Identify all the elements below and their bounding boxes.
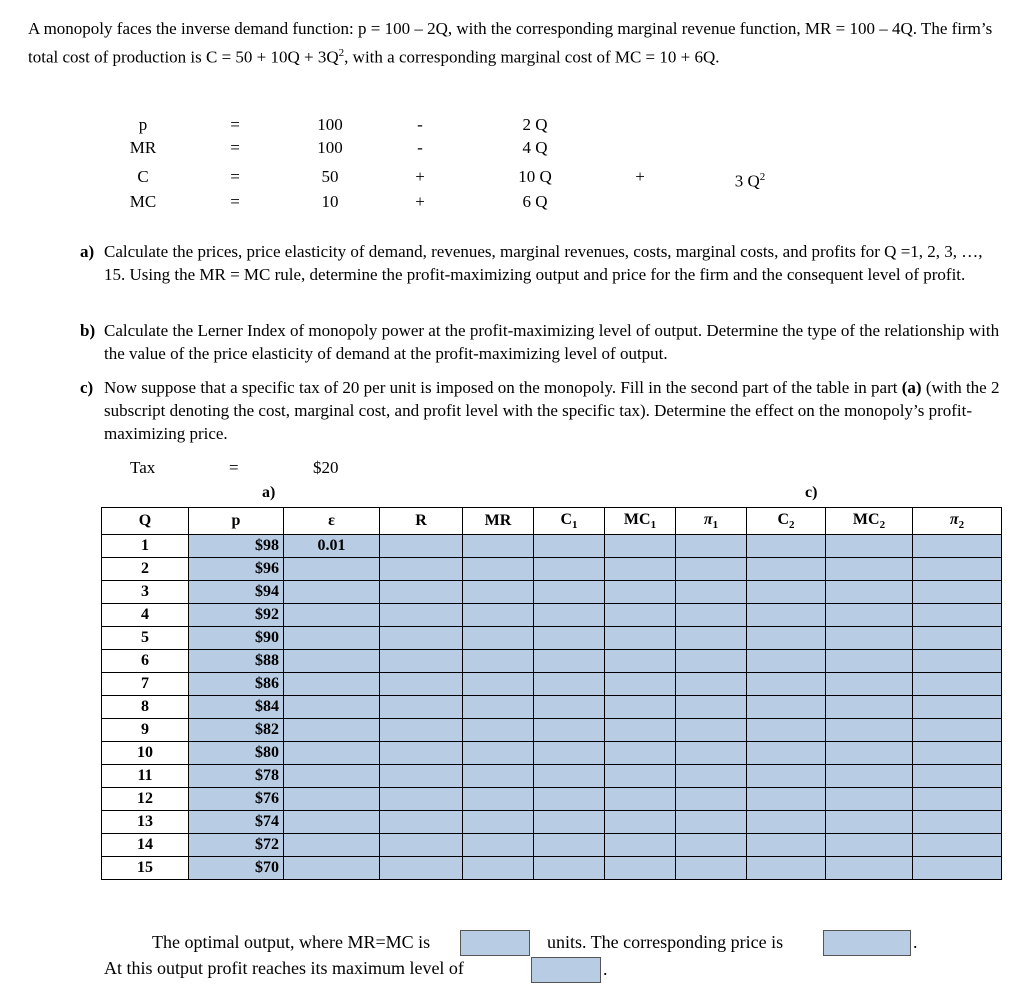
cell-elasticity[interactable] [284,719,380,742]
eq-const: 10 [321,192,339,211]
cell-revenue[interactable] [380,765,463,788]
cell-elasticity[interactable] [284,742,380,765]
max-profit-input[interactable] [531,957,601,983]
cell-q: 6 [102,650,189,673]
cell-c2[interactable] [747,558,826,581]
tax-eq: = [229,458,239,477]
tax-value: $20 [313,458,339,477]
cell-price: $82 [189,719,284,742]
cell-mc1[interactable] [605,650,676,673]
col-header-q: Q [102,508,189,535]
cell-mc1[interactable] [605,558,676,581]
part-a-text: Calculate the prices, price elasticity of demand, revenues, marginal revenues, costs, marginal costs, and profits for Q =1, 2, 3, …, 15. Using the MR = MC rule, determine the profit-maximizing output and price for the firm and the consequent level of profit. [104,242,983,284]
cell-mc2[interactable] [826,581,913,604]
cell-c2[interactable] [747,604,826,627]
cell-c2[interactable] [747,627,826,650]
cell-elasticity[interactable] [284,673,380,696]
cell-profit1[interactable] [676,742,747,765]
eq-lhs-mc: MC [129,192,157,211]
section-c-label: c) [805,484,818,501]
cell-mc2[interactable] [826,558,913,581]
cell-price: $70 [189,857,284,880]
cell-elasticity[interactable] [284,696,380,719]
cell-profit2[interactable] [913,742,1002,765]
cell-mc2[interactable] [826,788,913,811]
cell-q: 1 [102,535,189,558]
cell-profit1[interactable] [676,788,747,811]
cell-c2[interactable] [747,581,826,604]
cell-price: $96 [189,558,284,581]
cell-profit1[interactable] [676,719,747,742]
problem-statement [28,16,1003,70]
part-b-label: b) [80,321,96,340]
part-c-label: c) [80,378,94,397]
eq-term: 2 Q [522,115,548,134]
cell-q: 5 [102,627,189,650]
cell-mc1[interactable] [605,696,676,719]
eq-const: 100 [317,138,343,157]
table-row [102,788,1002,811]
cell-price: $72 [189,834,284,857]
table-row [102,834,1002,857]
cell-profit2[interactable] [913,627,1002,650]
cell-mc2[interactable] [826,742,913,765]
cell-elasticity[interactable] [284,857,380,880]
cell-profit1[interactable] [676,857,747,880]
cell-mr[interactable] [463,719,534,742]
cell-c1[interactable] [534,627,605,650]
cell-profit2[interactable] [913,581,1002,604]
cell-revenue[interactable] [380,604,463,627]
table-row [102,811,1002,834]
cell-c2[interactable] [747,673,826,696]
cell-mc1[interactable] [605,719,676,742]
cell-elasticity[interactable] [284,581,380,604]
cell-mc2[interactable] [826,857,913,880]
cell-q: 8 [102,696,189,719]
cell-profit2[interactable] [913,650,1002,673]
cell-mc1[interactable] [605,857,676,880]
cell-c1[interactable] [534,765,605,788]
col-header-c1: $C_1$ [534,508,605,535]
cell-elasticity[interactable] [284,788,380,811]
cell-mc1[interactable] [605,627,676,650]
section-a-label: a) [262,484,276,501]
cell-q: 12 [102,788,189,811]
table-row [102,581,1002,604]
cell-mr[interactable] [463,742,534,765]
cell-elasticity[interactable] [284,765,380,788]
col-header-c2: $C_2$ [747,508,826,535]
cell-mc1[interactable] [605,788,676,811]
cell-profit1[interactable] [676,650,747,673]
cell-elasticity[interactable] [284,558,380,581]
eq-term: 4 Q [522,138,548,157]
cell-c2[interactable] [747,535,826,558]
cell-c1[interactable] [534,673,605,696]
cell-revenue[interactable] [380,719,463,742]
cell-q: 4 [102,604,189,627]
cell-profit1[interactable] [676,765,747,788]
cell-c1[interactable] [534,650,605,673]
table-row [102,742,1002,765]
cell-profit1[interactable] [676,535,747,558]
cell-mr[interactable] [463,857,534,880]
monopoly-table [101,507,1002,880]
cell-revenue[interactable] [380,788,463,811]
eq-op: + [635,167,645,186]
cell-elasticity[interactable] [284,604,380,627]
part-c-text: Now suppose that a specific tax of 20 per unit is imposed on the monopoly. Fill in the second part of the table in part (a) (with the 2 subscript denoting the cost, marginal cost, and profit level with the specific tax). Determine the effect on the monopoly’s profit-maximizing price. [104,378,1000,443]
cell-q: 7 [102,673,189,696]
cell-mc2[interactable] [826,834,913,857]
cell-mr[interactable] [463,765,534,788]
table-row [102,719,1002,742]
eq-exponent: 2 [759,171,766,183]
cell-revenue[interactable] [380,742,463,765]
cell-mr[interactable] [463,834,534,857]
intro-text-1: A monopoly faces the inverse demand function: p = 100 – 2Q, with the corresponding marginal revenue function, MR = 100 – 4Q. The firm’s total cost of production is C = 50 + 10Q + 3Q [28,19,993,67]
cell-profit2[interactable] [913,604,1002,627]
part-b [80,319,1000,365]
cell-revenue[interactable] [380,834,463,857]
cell-c2[interactable] [747,765,826,788]
cell-elasticity[interactable] [284,811,380,834]
cell-revenue[interactable] [380,627,463,650]
cell-c1[interactable] [534,811,605,834]
footer-price-text: units. The corresponding price is [547,932,784,952]
cell-mr[interactable] [463,811,534,834]
cell-price: $94 [189,581,284,604]
cell-mc1[interactable] [605,834,676,857]
cell-profit1[interactable] [676,834,747,857]
cell-mr[interactable] [463,696,534,719]
optimal-price-input[interactable] [823,930,911,956]
cell-q: 11 [102,765,189,788]
cell-mc2[interactable] [826,719,913,742]
cell-mc1[interactable] [605,581,676,604]
cell-c2[interactable] [747,857,826,880]
cell-mc1[interactable] [605,535,676,558]
col-header-profit1: $\pi_1$ [676,508,747,535]
cell-price: $90 [189,627,284,650]
cell-c1[interactable] [534,742,605,765]
cell-revenue[interactable] [380,811,463,834]
cell-mr[interactable] [463,650,534,673]
cell-mr[interactable] [463,627,534,650]
cell-elasticity[interactable] [284,650,380,673]
cell-profit1[interactable] [676,581,747,604]
cell-q: 14 [102,834,189,857]
table-row [102,558,1002,581]
cell-elasticity[interactable] [284,627,380,650]
part-b-text: Calculate the Lerner Index of monopoly power at the profit-maximizing level of output. Determine the type of the relationship with the value of the price elasticity of demand at the profit-maximizing level of output. [104,321,1000,363]
eq-op: + [415,192,425,211]
cell-profit2[interactable] [913,788,1002,811]
cell-revenue[interactable] [380,650,463,673]
cell-profit2[interactable] [913,857,1002,880]
cell-revenue[interactable] [380,857,463,880]
cell-mc2[interactable] [826,765,913,788]
col-header-mc1: $MC_1$ [605,508,676,535]
cell-c1[interactable] [534,558,605,581]
col-header-mr: MR [463,508,534,535]
cell-c1[interactable] [534,604,605,627]
cell-mc1[interactable] [605,604,676,627]
col-header-elasticity: ε [284,508,380,535]
intro-text-2: , with a corresponding marginal cost of MC = 10 + 6Q. [344,47,720,67]
col-header-mc2: $MC_2$ [826,508,913,535]
table-row [102,627,1002,650]
footer-optimal-output-text: The optimal output, where MR=MC is [152,932,431,952]
col-header-revenue: R [380,508,463,535]
cell-mc2[interactable] [826,604,913,627]
cell-c1[interactable] [534,788,605,811]
cell-c2[interactable] [747,788,826,811]
cell-profit1[interactable] [676,811,747,834]
cell-mr[interactable] [463,535,534,558]
cell-revenue[interactable] [380,535,463,558]
cell-c1[interactable] [534,719,605,742]
cell-revenue[interactable] [380,558,463,581]
eq-term: 6 Q [522,192,548,211]
cell-c2[interactable] [747,650,826,673]
footer-period: . [913,932,918,952]
table-row [102,765,1002,788]
cell-mc2[interactable] [826,696,913,719]
cell-elasticity[interactable]: 0.01 [284,535,380,558]
cell-c1[interactable] [534,535,605,558]
cell-profit2[interactable] [913,719,1002,742]
cell-profit2[interactable] [913,696,1002,719]
cell-profit2[interactable] [913,834,1002,857]
cell-profit1[interactable] [676,673,747,696]
cell-c2[interactable] [747,719,826,742]
eq-const: 50 [321,167,339,186]
eq-sign: = [230,138,240,157]
cell-mc1[interactable] [605,673,676,696]
cell-price: $76 [189,788,284,811]
cell-q: 10 [102,742,189,765]
cell-mc1[interactable] [605,765,676,788]
cell-mc2[interactable] [826,673,913,696]
cell-mc2[interactable] [826,650,913,673]
table-row [102,650,1002,673]
col-header-profit2: $\pi_2$ [913,508,1002,535]
cell-price: $74 [189,811,284,834]
cell-c1[interactable] [534,696,605,719]
cell-price: $86 [189,673,284,696]
eq-sign: = [230,115,240,134]
cell-c2[interactable] [747,742,826,765]
eq-sign: = [230,192,240,211]
eq-lhs-c: C [137,167,149,186]
header-row [102,508,1002,535]
cell-price: $80 [189,742,284,765]
eq-const: 100 [317,115,343,134]
cell-price: $84 [189,696,284,719]
cell-q: 2 [102,558,189,581]
cell-price: $78 [189,765,284,788]
cell-profit1[interactable] [676,627,747,650]
optimal-output-input[interactable] [460,930,530,956]
col-header-p: p [189,508,284,535]
cell-profit2[interactable] [913,811,1002,834]
cell-price: $98 [189,535,284,558]
cell-mr[interactable] [463,673,534,696]
eq-op: - [417,138,423,157]
cell-profit1[interactable] [676,558,747,581]
footer-period: . [603,959,608,979]
cell-mr[interactable] [463,604,534,627]
cell-mr[interactable] [463,558,534,581]
cell-profit1[interactable] [676,696,747,719]
cell-q: 3 [102,581,189,604]
cell-profit2[interactable] [913,673,1002,696]
eq-sign: = [230,167,240,186]
cell-mc2[interactable] [826,535,913,558]
cell-profit1[interactable] [676,604,747,627]
cell-q: 15 [102,857,189,880]
cell-c1[interactable] [534,834,605,857]
cell-revenue[interactable] [380,696,463,719]
table-row [102,535,1002,558]
eq-lhs-mr: MR [129,138,157,157]
table-row [102,673,1002,696]
cell-q: 13 [102,811,189,834]
cell-c2[interactable] [747,834,826,857]
footer-max-profit-text: At this output profit reaches its maximum level of [104,958,464,978]
cell-mr[interactable] [463,581,534,604]
tax-label: Tax [130,458,156,477]
intro-exponent: 2 [338,47,345,59]
part-c [80,376,1000,445]
table-row [102,857,1002,880]
cell-profit2[interactable] [913,558,1002,581]
cell-mc1[interactable] [605,811,676,834]
eq-term: 10 Q [518,167,552,186]
part-a [80,240,1000,286]
cell-c1[interactable] [534,857,605,880]
cell-price: $92 [189,604,284,627]
cell-mr[interactable] [463,788,534,811]
cell-price: $88 [189,650,284,673]
part-a-label: a) [80,242,95,261]
cell-c1[interactable] [534,581,605,604]
cell-c2[interactable] [747,811,826,834]
cell-elasticity[interactable] [284,834,380,857]
table-row [102,696,1002,719]
eq-op: - [417,115,423,134]
cell-revenue[interactable] [380,581,463,604]
cell-mc2[interactable] [826,811,913,834]
eq-op: + [415,167,425,186]
cell-mc2[interactable] [826,627,913,650]
table-row [102,604,1002,627]
cell-c2[interactable] [747,696,826,719]
eq-lhs-p: p [138,115,148,134]
cell-revenue[interactable] [380,673,463,696]
eq-quadratic-term: 3 $Q^2$ [734,171,766,191]
cell-mc1[interactable] [605,742,676,765]
cell-profit2[interactable] [913,535,1002,558]
cell-q: 9 [102,719,189,742]
cell-profit2[interactable] [913,765,1002,788]
